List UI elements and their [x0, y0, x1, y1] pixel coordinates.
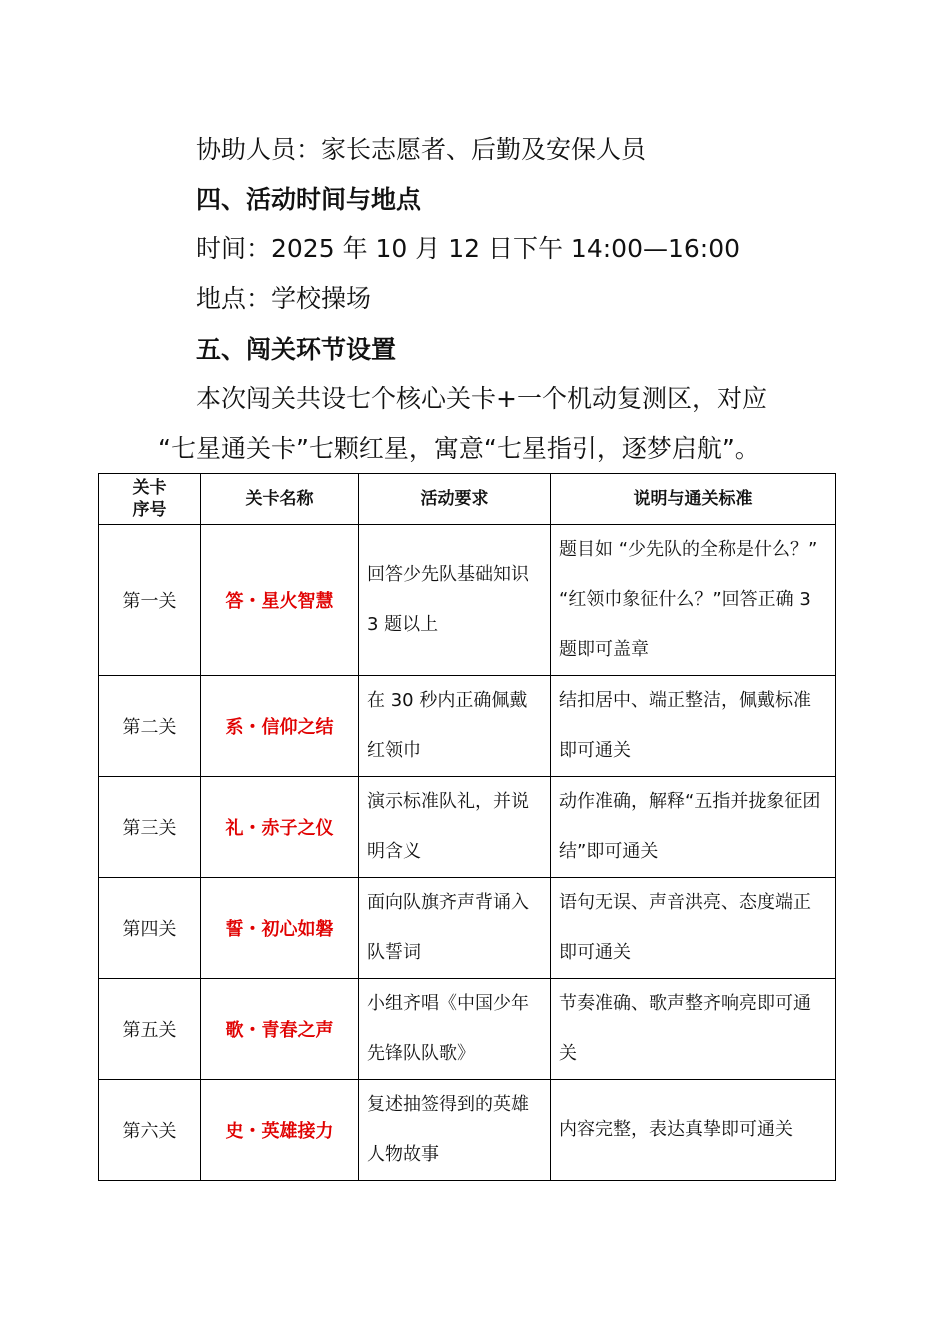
level-seq: 第二关 — [99, 676, 201, 777]
level-seq: 第四关 — [99, 878, 201, 979]
level-seq: 第六关 — [99, 1080, 201, 1181]
level-requirement: 小组齐唱《中国少年先锋队队歌》 — [359, 979, 551, 1080]
level-seq: 第一关 — [99, 525, 201, 676]
levels-table — [98, 473, 836, 1181]
level-standard: 内容完整，表达真挚即可通关 — [551, 1080, 836, 1181]
level-name: 誓・初心如磐 — [201, 878, 359, 979]
level-name: 系・信仰之结 — [201, 676, 359, 777]
section-heading-levels: 五、闯关环节设置 — [196, 335, 397, 364]
header-seq — [99, 474, 201, 525]
level-name: 礼・赤子之仪 — [201, 777, 359, 878]
header-standard: 说明与通关标准 — [551, 474, 836, 525]
table-row — [99, 777, 836, 878]
level-seq: 第五关 — [99, 979, 201, 1080]
header-name: 关卡名称 — [201, 474, 359, 525]
table-row — [99, 525, 836, 676]
table-row — [99, 1080, 836, 1181]
level-requirement: 回答少先队基础知识 3 题以上 — [359, 525, 551, 676]
table-header-row — [99, 474, 836, 525]
level-requirement: 复述抽签得到的英雄人物故事 — [359, 1080, 551, 1181]
level-name: 史・英雄接力 — [201, 1080, 359, 1181]
level-standard: 题目如 “少先队的全称是什么？” “红领巾象征什么？”回答正确 3 题即可盖章 — [551, 525, 836, 676]
level-standard: 节奏准确、歌声整齐响亮即可通关 — [551, 979, 836, 1080]
table-row — [99, 676, 836, 777]
level-name: 歌・青春之声 — [201, 979, 359, 1080]
table-row — [99, 979, 836, 1080]
level-requirement: 在 30 秒内正确佩戴红领巾 — [359, 676, 551, 777]
table-row — [99, 878, 836, 979]
level-standard: 结扣居中、端正整洁，佩戴标准即可通关 — [551, 676, 836, 777]
section-heading-time-place: 四、活动时间与地点 — [196, 185, 422, 214]
intro-paragraph-line1: 本次闯关共设七个核心关卡+一个机动复测区，对应 — [196, 384, 767, 413]
header-seq-line1: 关卡 — [132, 478, 167, 498]
intro-paragraph-line2: “七星通关卡”七颗红星，寓意“七星指引，逐梦启航”。 — [158, 434, 760, 463]
level-requirement: 面向队旗齐声背诵入队誓词 — [359, 878, 551, 979]
helpers-paragraph: 协助人员：家长志愿者、后勤及安保人员 — [196, 135, 647, 164]
level-name: 答・星火智慧 — [201, 525, 359, 676]
header-requirement: 活动要求 — [359, 474, 551, 525]
place-paragraph: 地点：学校操场 — [196, 284, 372, 313]
level-seq: 第三关 — [99, 777, 201, 878]
header-seq-line2: 序号 — [132, 500, 167, 520]
level-requirement: 演示标准队礼，并说明含义 — [359, 777, 551, 878]
level-standard: 动作准确，解释“五指并拢象征团结”即可通关 — [551, 777, 836, 878]
time-paragraph: 时间：2025 年 10 月 12 日下午 14:00—16:00 — [196, 234, 741, 263]
level-standard: 语句无误、声音洪亮、态度端正即可通关 — [551, 878, 836, 979]
